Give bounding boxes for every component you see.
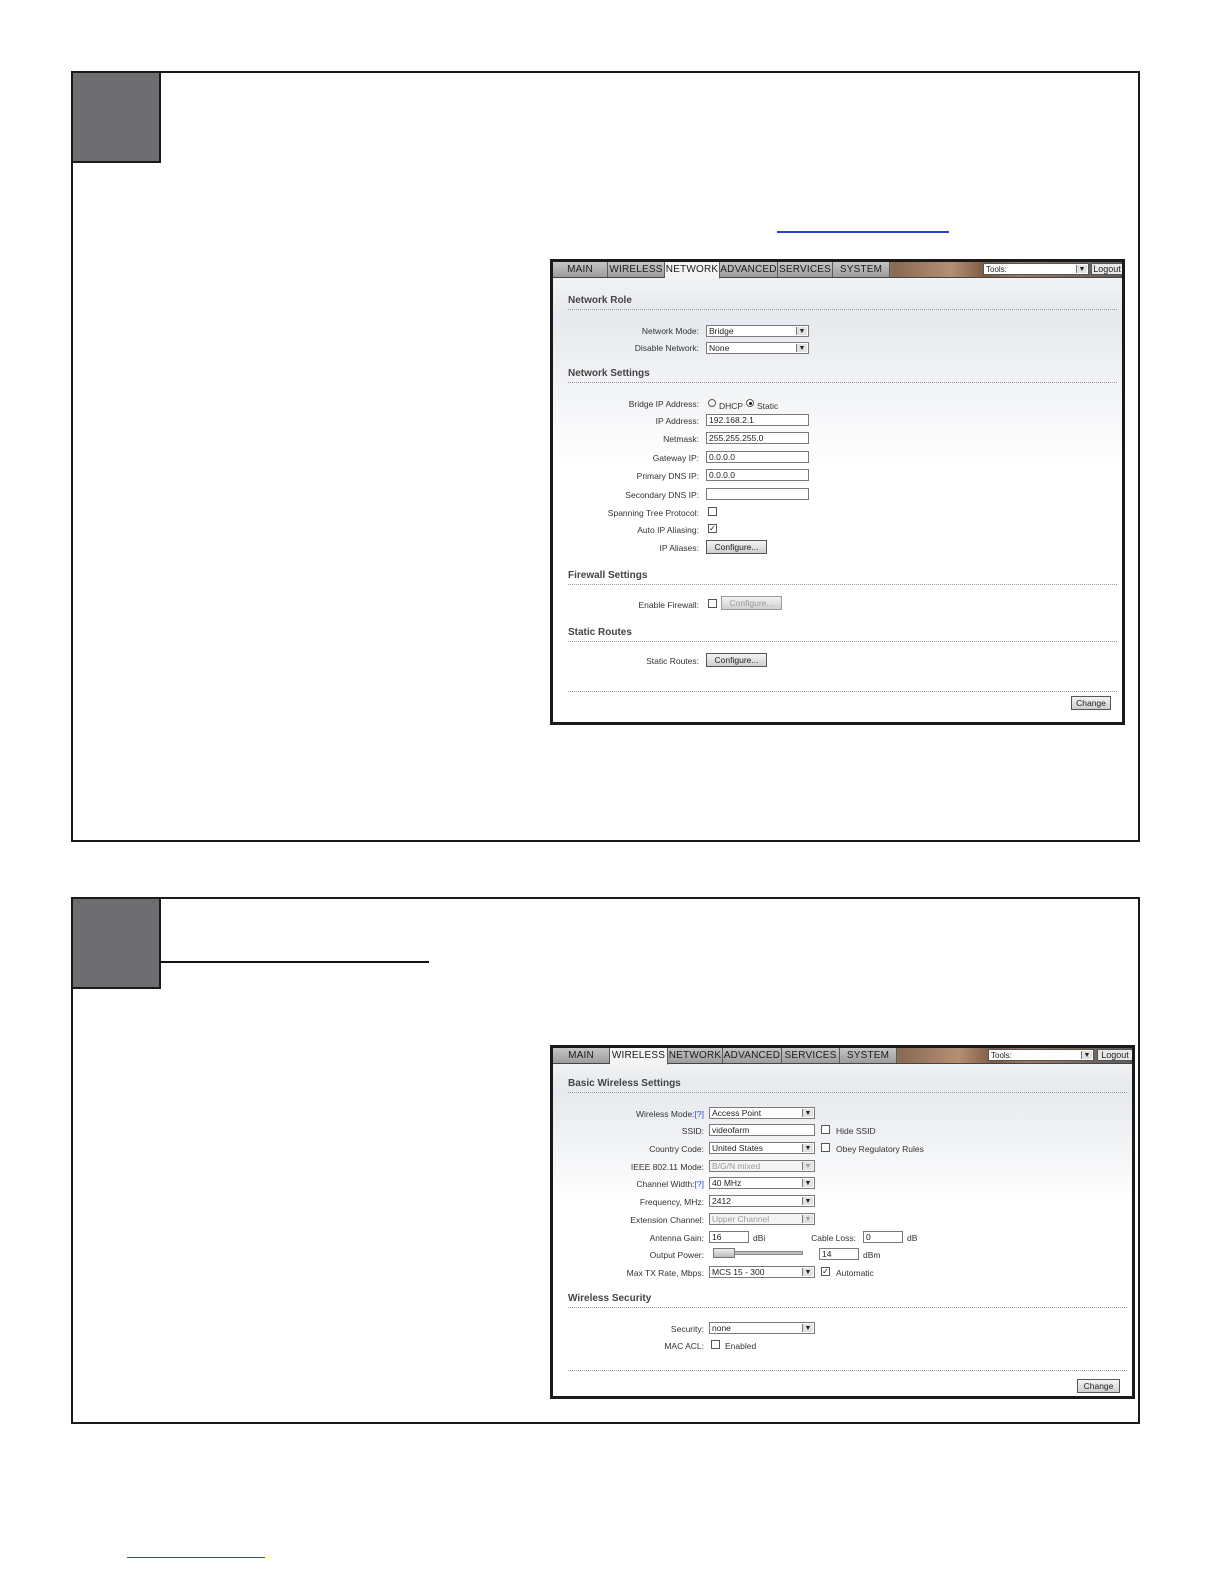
primary-dns-input[interactable]: 0.0.0.0 bbox=[706, 469, 809, 481]
antenna-gain-label: Antenna Gain: bbox=[649, 1233, 704, 1243]
netmask-label: Netmask: bbox=[663, 434, 699, 444]
tools-label: Tools: bbox=[991, 1051, 1012, 1060]
chevron-down-icon: ▼ bbox=[802, 1162, 813, 1170]
change-button[interactable]: Change bbox=[1071, 696, 1111, 710]
tab-system[interactable]: SYSTEM bbox=[840, 1048, 897, 1063]
max-tx-rate-value: MCS 15 - 300 bbox=[712, 1267, 765, 1277]
tab-system[interactable]: SYSTEM bbox=[833, 262, 890, 277]
static-routes-configure-button[interactable]: Configure... bbox=[706, 653, 767, 667]
network-mode-value: Bridge bbox=[709, 326, 734, 336]
ieee-mode-select[interactable] bbox=[709, 1160, 815, 1172]
help-link[interactable]: [?] bbox=[694, 1109, 704, 1119]
channel-width-value: 40 MHz bbox=[712, 1178, 742, 1188]
divider bbox=[568, 691, 1117, 692]
enable-firewall-checkbox[interactable] bbox=[708, 599, 717, 608]
antenna-gain-unit: dBi bbox=[753, 1233, 766, 1243]
primary-dns-label: Primary DNS IP: bbox=[636, 471, 699, 481]
network-mode-select[interactable] bbox=[706, 325, 809, 337]
change-button[interactable]: Change bbox=[1077, 1379, 1120, 1393]
wireless-mode-label-text: Wireless Mode: bbox=[635, 1109, 695, 1119]
wireless-mode-value: Access Point bbox=[712, 1108, 762, 1118]
security-select[interactable] bbox=[709, 1322, 815, 1334]
wireless-mode-label bbox=[636, 1109, 704, 1119]
auto-ip-label: Auto IP Aliasing: bbox=[637, 525, 699, 535]
gateway-input[interactable]: 0.0.0.0 bbox=[706, 451, 809, 463]
chevron-down-icon: ▼ bbox=[802, 1197, 813, 1205]
firewall-configure-button[interactable]: Configure... bbox=[721, 596, 782, 610]
tab-advanced[interactable]: ADVANCED bbox=[720, 264, 777, 275]
footer-link-underline bbox=[127, 1557, 265, 1558]
logout-button[interactable]: Logout bbox=[1097, 1049, 1133, 1061]
enable-firewall-label: Enable Firewall: bbox=[638, 600, 699, 610]
section-firewall-settings: Firewall Settings bbox=[568, 570, 1117, 585]
disable-network-value: None bbox=[709, 343, 730, 353]
cable-loss-unit: dB bbox=[907, 1233, 918, 1243]
ip-aliases-configure-button[interactable]: Configure... bbox=[706, 540, 767, 554]
network-mode-label: Network Mode: bbox=[641, 326, 699, 336]
extension-channel-value: Upper Channel bbox=[712, 1214, 770, 1224]
tab-network[interactable]: NETWORK bbox=[665, 262, 720, 279]
antenna-gain-input[interactable]: 16 bbox=[709, 1231, 749, 1243]
extension-channel-label: Extension Channel: bbox=[630, 1215, 704, 1225]
automatic-checkbox[interactable]: ✓ bbox=[822, 1267, 829, 1276]
ieee-mode-label: IEEE 802.11 Mode: bbox=[630, 1162, 704, 1172]
network-settings-screenshot bbox=[550, 259, 1125, 725]
disable-network-label: Disable Network: bbox=[634, 343, 699, 353]
step-panel-network bbox=[71, 71, 1140, 842]
hide-ssid-label: Hide SSID bbox=[836, 1126, 876, 1136]
tab-network[interactable]: NETWORK bbox=[668, 1050, 722, 1061]
auto-ip-checkbox[interactable]: ✓ bbox=[709, 524, 716, 533]
bridge-ip-label: Bridge IP Address: bbox=[628, 399, 699, 409]
tools-label: Tools: bbox=[986, 265, 1007, 274]
security-value: none bbox=[712, 1323, 731, 1333]
output-power-label: Output Power: bbox=[649, 1250, 704, 1260]
extension-channel-select[interactable] bbox=[709, 1213, 815, 1225]
max-tx-rate-select[interactable] bbox=[709, 1266, 815, 1278]
tab-main[interactable]: MAIN bbox=[553, 262, 608, 277]
tab-wireless[interactable]: WIRELESS bbox=[610, 1048, 668, 1065]
stp-label: Spanning Tree Protocol: bbox=[607, 508, 699, 518]
output-power-input[interactable]: 14 bbox=[819, 1248, 859, 1260]
wireless-settings-screenshot bbox=[550, 1045, 1135, 1399]
section-static-routes: Static Routes bbox=[568, 627, 1117, 642]
obey-rules-label: Obey Regulatory Rules bbox=[836, 1144, 924, 1154]
section-network-role: Network Role bbox=[568, 295, 1117, 310]
section-basic-wireless: Basic Wireless Settings bbox=[568, 1078, 1127, 1093]
tab-main[interactable]: MAIN bbox=[553, 1048, 610, 1063]
chevron-down-icon: ▼ bbox=[802, 1268, 813, 1276]
dhcp-label: DHCP bbox=[719, 401, 744, 411]
cable-loss-label: Cable Loss: bbox=[811, 1233, 856, 1243]
country-code-select[interactable] bbox=[709, 1142, 815, 1154]
help-link[interactable]: [?] bbox=[694, 1179, 704, 1189]
chevron-down-icon: ▼ bbox=[796, 344, 807, 352]
frequency-value: 2412 bbox=[712, 1196, 731, 1206]
automatic-label: Automatic bbox=[836, 1268, 874, 1278]
section-wireless-security: Wireless Security bbox=[568, 1293, 1127, 1308]
dhcp-radio[interactable] bbox=[708, 399, 716, 407]
country-code-value: United States bbox=[712, 1143, 764, 1153]
divider bbox=[568, 1370, 1127, 1371]
tools-dropdown[interactable] bbox=[983, 263, 1089, 275]
gateway-label: Gateway IP: bbox=[652, 453, 699, 463]
frequency-label: Frequency, MHz: bbox=[639, 1197, 704, 1207]
ip-address-label: IP Address: bbox=[655, 416, 699, 426]
logout-button[interactable]: Logout bbox=[1091, 263, 1123, 275]
static-radio[interactable] bbox=[746, 399, 754, 407]
link-underline bbox=[777, 231, 949, 233]
obey-rules-checkbox[interactable] bbox=[821, 1143, 830, 1152]
step-number-box bbox=[73, 73, 161, 163]
chevron-down-icon: ▼ bbox=[1081, 1051, 1092, 1059]
netmask-input[interactable]: 255.255.255.0 bbox=[706, 432, 809, 444]
output-power-unit: dBm bbox=[863, 1250, 881, 1260]
static-routes-label: Static Routes: bbox=[646, 656, 699, 666]
ip-aliases-label: IP Aliases: bbox=[659, 543, 699, 553]
ieee-mode-value: B/G/N mixed bbox=[712, 1161, 761, 1171]
chevron-down-icon: ▼ bbox=[796, 327, 807, 335]
chevron-down-icon: ▼ bbox=[802, 1144, 813, 1152]
disable-network-select[interactable] bbox=[706, 342, 809, 354]
chevron-down-icon: ▼ bbox=[802, 1179, 813, 1187]
wireless-mode-select[interactable] bbox=[709, 1107, 815, 1119]
hide-ssid-checkbox[interactable] bbox=[821, 1125, 830, 1134]
tab-services[interactable]: SERVICES bbox=[779, 264, 831, 275]
country-code-label: Country Code: bbox=[649, 1144, 704, 1154]
mac-acl-enabled-label: Enabled bbox=[725, 1341, 757, 1351]
static-label: Static bbox=[757, 401, 779, 411]
mac-acl-label: MAC ACL: bbox=[664, 1341, 704, 1351]
ssid-input[interactable]: videofarm bbox=[709, 1124, 815, 1136]
tab-advanced[interactable]: ADVANCED bbox=[723, 1050, 781, 1061]
ip-address-input[interactable]: 192.168.2.1 bbox=[706, 414, 809, 426]
tab-wireless[interactable]: WIRELESS bbox=[608, 262, 665, 277]
max-tx-rate-label: Max TX Rate, Mbps: bbox=[626, 1268, 704, 1278]
chevron-down-icon: ▼ bbox=[1076, 265, 1087, 273]
channel-width-label bbox=[636, 1179, 704, 1189]
tools-dropdown[interactable] bbox=[988, 1049, 1094, 1061]
cable-loss-input[interactable]: 0 bbox=[863, 1231, 903, 1243]
tab-services[interactable]: SERVICES bbox=[782, 1048, 840, 1063]
ssid-label: SSID: bbox=[681, 1126, 704, 1136]
mac-acl-checkbox[interactable] bbox=[711, 1340, 720, 1349]
frequency-select[interactable] bbox=[709, 1195, 815, 1207]
step-panel-wireless bbox=[71, 897, 1140, 1424]
channel-width-label-text: Channel Width: bbox=[636, 1179, 695, 1189]
secondary-dns-input[interactable] bbox=[706, 488, 809, 500]
channel-width-select[interactable] bbox=[709, 1177, 815, 1189]
section-network-settings: Network Settings bbox=[568, 368, 1117, 383]
heading-underline bbox=[161, 961, 429, 963]
secondary-dns-label: Secondary DNS IP: bbox=[625, 490, 699, 500]
chevron-down-icon: ▼ bbox=[802, 1324, 813, 1332]
stp-checkbox[interactable] bbox=[708, 507, 717, 516]
step-number-box bbox=[73, 899, 161, 989]
output-power-slider-handle[interactable] bbox=[713, 1248, 735, 1258]
chevron-down-icon: ▼ bbox=[802, 1109, 813, 1117]
chevron-down-icon: ▼ bbox=[802, 1215, 813, 1223]
security-label: Security: bbox=[670, 1324, 704, 1334]
